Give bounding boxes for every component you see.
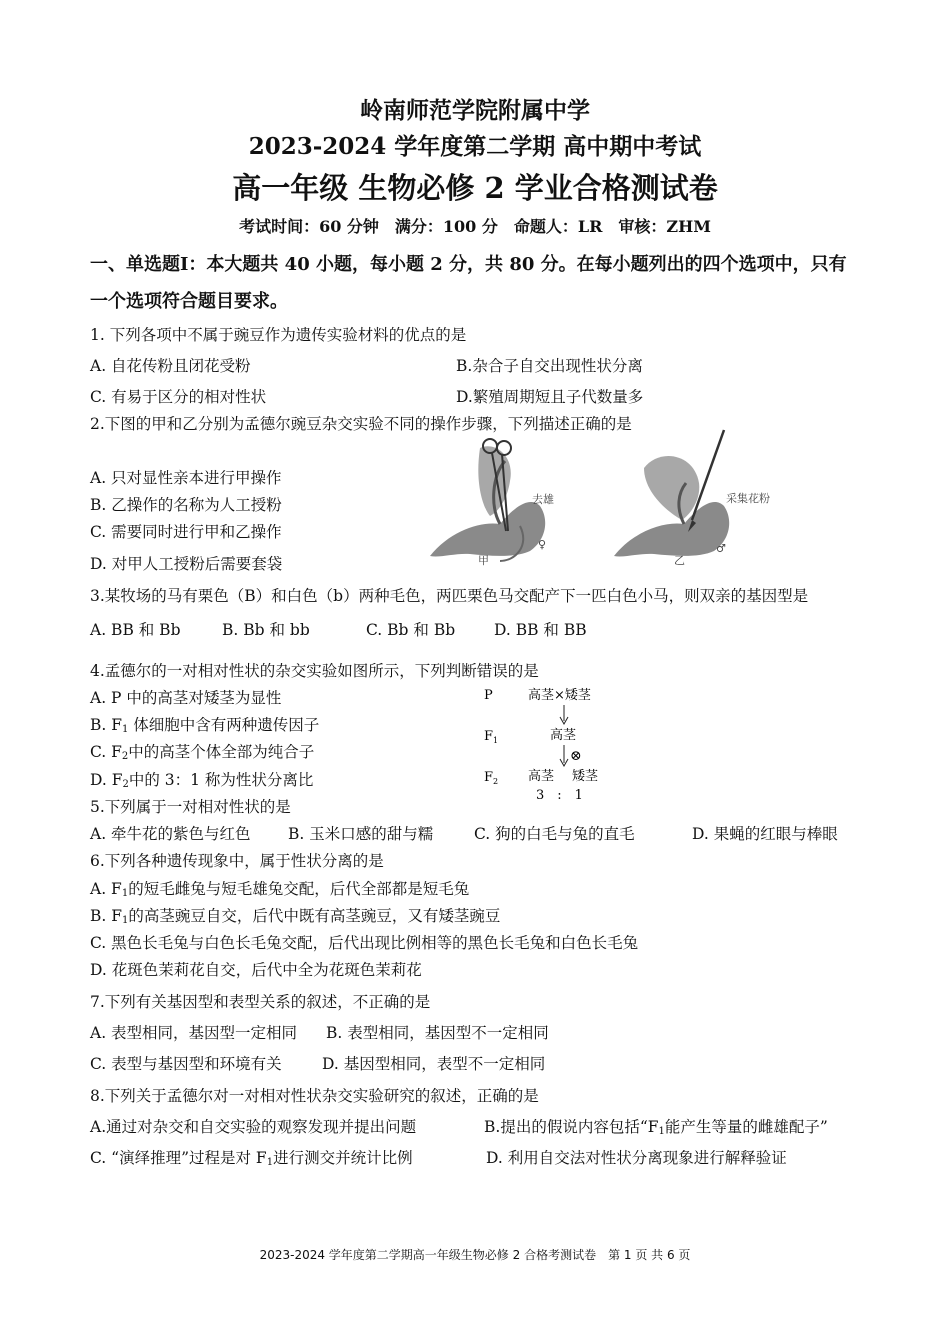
- q5-stem: 5.下列属于一对相对性状的是: [90, 798, 291, 816]
- parent-cross-text: 高茎×矮茎: [528, 688, 591, 703]
- q2-option-a: A. 只对显性亲本进行甲操作: [90, 469, 282, 487]
- q1-stem: 1. 下列各项中不属于豌豆作为遗传实验材料的优点的是: [90, 326, 467, 344]
- cross-diagram: [480, 683, 620, 803]
- q1-option-c: C. 有易于区分的相对性状: [90, 388, 267, 406]
- q1-option-d: D.繁殖周期短且子代数量多: [456, 388, 644, 406]
- female-symbol-icon: ♀: [538, 538, 547, 551]
- q8-option-a: A.通过对杂交和自交实验的观察发现并提出问题: [90, 1118, 417, 1136]
- generation-f1-label: $F_1$: [484, 729, 499, 745]
- q5-option-b: B. 玉米口感的甜与糯: [288, 825, 434, 843]
- paper-title: 高一年级 生物必修 2 学业合格测试卷: [232, 171, 718, 205]
- generation-f2-label: $F_2$: [484, 770, 499, 786]
- q1-option-b: B.杂合子自交出现性状分离: [456, 357, 643, 375]
- q7-stem: 7.下列有关基因型和表型关系的叙述，不正确的是: [90, 993, 431, 1011]
- fig-left-caption: 甲: [478, 554, 489, 567]
- q3-option-a: A. BB 和 Bb: [90, 621, 181, 639]
- flower-illustration: [614, 456, 729, 556]
- f2-tall: 高茎: [528, 769, 555, 784]
- q6-option-b: B. $F_1$的高茎豌豆自交，后代中既有高茎豌豆，又有矮茎豌豆: [90, 907, 501, 926]
- q3-option-b: B. Bb 和 bb: [222, 621, 310, 639]
- f2-ratio: 3 : 1: [536, 788, 583, 803]
- fig-right-caption: 乙: [674, 554, 685, 567]
- page-footer: 2023-2024 学年度第二学期高一年级生物必修 2 合格考测试卷 第 1 页 共 6 页: [259, 1248, 691, 1262]
- exam-term: 2023-2024 学年度第二学期 高中期中考试: [248, 133, 702, 160]
- q3-option-d: D. BB 和 BB: [494, 621, 587, 639]
- q1-option-a: A. 自花传粉且闭花受粉: [90, 357, 251, 375]
- figure-pollen-collection: [604, 428, 804, 576]
- q2-stem: 2.下图的甲和乙分别为孟德尔豌豆杂交实验不同的操作步骤，下列描述正确的是: [90, 415, 632, 433]
- q4-stem: 4.孟德尔的一对相对性状的杂交实验如图所示，下列判断错误的是: [90, 662, 539, 680]
- q5-option-d: D. 果蝇的红眼与棒眼: [692, 825, 838, 843]
- section-heading-line1: 一、单选题I：本大题共 40 小题，每小题 2 分，共 80 分。在每小题列出的四个选项中，只有: [90, 254, 847, 275]
- f2-short: 矮茎: [572, 769, 599, 784]
- q2-option-d: D. 对甲人工授粉后需要套袋: [90, 555, 283, 573]
- q5-option-a: A. 牵牛花的紫色与红色: [90, 825, 251, 843]
- q8-option-b: B.提出的假说内容包括“$F_1$能产生等量的雌雄配子”: [484, 1118, 828, 1137]
- figure-emasculation: [420, 436, 600, 576]
- flower-illustration: [430, 446, 545, 561]
- f1-phenotype: 高茎: [550, 728, 577, 743]
- q6-stem: 6.下列各种遗传现象中，属于性状分离的是: [90, 852, 384, 870]
- q6-option-a: A. $F_1$的短毛雌兔与短毛雄兔交配，后代全部都是短毛兔: [90, 880, 470, 899]
- q6-option-c: C. 黑色长毛兔与白色长毛兔交配，后代出现比例相等的黑色长毛兔和白色长毛兔: [90, 934, 639, 952]
- q7-option-d: D. 基因型相同，表型不一定相同: [322, 1055, 546, 1073]
- q8-option-c: C. “演绎推理”过程是对 $F_1$进行测交并统计比例: [90, 1149, 413, 1168]
- q3-option-c: C. Bb 和 Bb: [366, 621, 456, 639]
- q2-option-b: B. 乙操作的名称为人工授粉: [90, 496, 282, 514]
- q4-option-c: C. $F_2$中的高茎个体全部为纯合子: [90, 743, 315, 762]
- q4-option-d: D. $F_2$中的 3：1 称为性状分离比: [90, 771, 314, 790]
- generation-p-label: P: [484, 688, 493, 703]
- male-symbol-icon: ♂: [716, 542, 726, 555]
- school-name: 岭南师范学院附属中学: [360, 97, 590, 124]
- section-heading-line2: 一个选项符合题目要求。: [90, 291, 288, 312]
- q7-option-b: B. 表型相同，基因型不一定相同: [326, 1024, 549, 1042]
- q4-option-a: A. P 中的高茎对矮茎为显性: [90, 689, 282, 707]
- fig-left-label: 去雄: [532, 493, 554, 506]
- q3-stem: 3.某牧场的马有栗色（B）和白色（b）两种毛色，两匹栗色马交配产下一匹白色小马，则双亲的基因型是: [90, 587, 809, 605]
- q8-option-d: D. 利用自交法对性状分离现象进行解释验证: [486, 1149, 787, 1167]
- q7-option-c: C. 表型与基因型和环境有关: [90, 1055, 282, 1073]
- q7-option-a: A. 表型相同，基因型一定相同: [90, 1024, 298, 1042]
- self-cross-symbol: ⊗: [570, 748, 582, 764]
- fig-right-label: 采集花粉: [726, 492, 770, 505]
- q4-option-b: B. $F_1$ 体细胞中含有两种遗传因子: [90, 716, 320, 735]
- q6-option-d: D. 花斑色茉莉花自交，后代中全为花斑色茉莉花: [90, 961, 422, 979]
- q8-stem: 8.下列关于孟德尔对一对相对性状杂交实验研究的叙述，正确的是: [90, 1087, 539, 1105]
- q5-option-c: C. 狗的白毛与兔的直毛: [474, 825, 635, 843]
- exam-info: 考试时间：60 分钟 满分：100 分 命题人：LR 审核：ZHM: [239, 217, 711, 236]
- q2-option-c: C. 需要同时进行甲和乙操作: [90, 523, 282, 541]
